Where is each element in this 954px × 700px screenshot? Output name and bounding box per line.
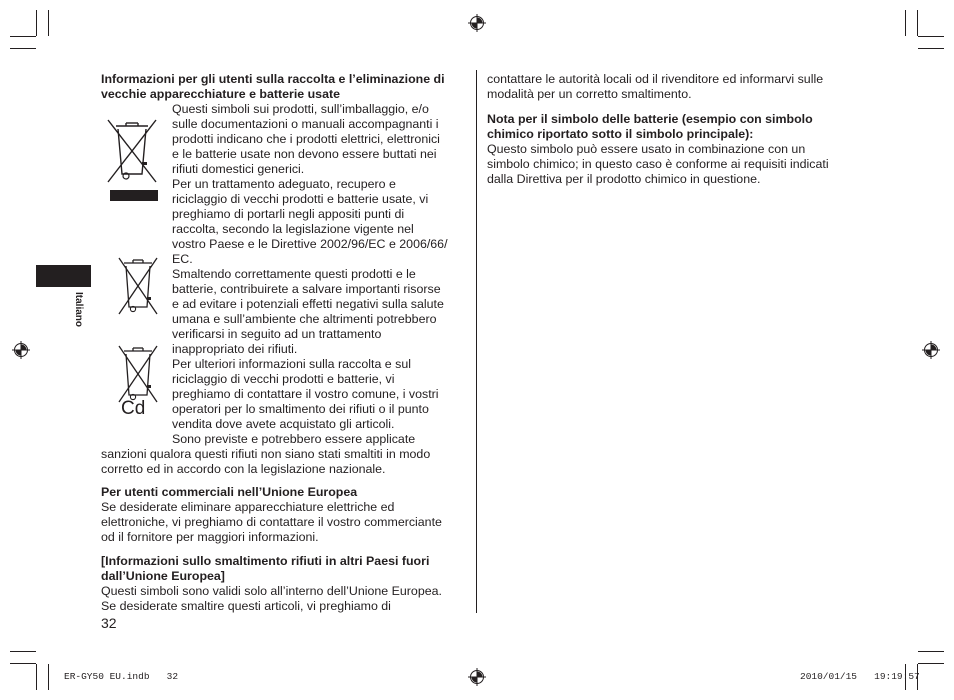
text-line: riciclaggio di vecchi prodotti e batterie, vi [172,372,395,386]
text-line: Questi simboli sono validi solo all’interno dell’Unione Europea. [101,584,442,598]
text-line: simbolo chimico; in questo caso è conforme ai requisiti indicati [487,157,829,171]
text-line: sanzioni qualora questi rifiuti non siano stati smaltiti in modo [101,447,431,461]
column-divider [476,70,477,613]
text-line: EC. [172,252,193,266]
crop-mark [48,10,49,36]
text-line: umana e sull’ambiente che altrimenti potrebbero [172,312,437,326]
section-heading-battery-note: chimico riportato sotto il simbolo principale): [487,127,754,141]
paragraph-treatment [172,177,472,267]
text-line: corretto ed in accordo con la legislazione nazionale. [101,462,386,476]
text-line: raccolta, secondo la legislazione vigente nel [172,222,414,236]
section-business-users [101,485,473,545]
registration-mark-icon [468,14,486,32]
text-line: preghiamo di portarli negli appositi punti di [172,207,405,221]
registration-mark-icon [922,341,940,359]
registration-mark-icon [12,341,30,359]
text-line: Se desiderate eliminare apparecchiature elettriche ed [101,500,395,514]
text-line: e le batterie usate non devono essere buttati nei [172,147,437,161]
footer-file-slug: ER-GY50 EU.indb 32 [64,671,179,682]
text-line: rifiuti domestici generici. [172,162,305,176]
crop-mark [905,10,906,36]
paragraph-further-info [172,357,472,447]
text-line: sulle documentazioni o manuali accompagnanti i [172,117,439,131]
text-line: elettroniche, vi preghiamo di contattare il vostro commerciante [101,515,442,529]
crop-mark [917,10,918,36]
text-line: batterie, contribuirete a salvare importanti risorse [172,282,441,296]
crop-mark [36,664,37,690]
continuation-paragraph [487,72,867,102]
text-line: modalità per un corretto smaltimento. [487,87,692,101]
crossed-out-bin-battery-icon [116,255,160,317]
paragraph-sanctions [101,447,473,477]
section-heading-business: Per utenti commerciali nell’Unione Europea [101,485,358,499]
text-line: Per un trattamento adeguato, recupero e [172,177,396,191]
paragraph-symbols-meaning [172,102,472,177]
page-number: 32 [101,615,117,631]
text-line: inappropriato dei rifiuti. [172,342,298,356]
section-non-eu [101,554,473,614]
text-line: verificarsi in seguito ad un trattamento [172,327,382,341]
text-line: operatori per lo smaltimento dei rifiuti o il punto [172,402,429,416]
text-line: prodotti indicano che i prodotti elettrici, elettronici [172,132,440,146]
text-line: e ad evitare i potenziali effetti negativi sulla salute [172,297,444,311]
text-line: vostro Paese e le Direttive 2002/96/EC e 2006/66/ [172,237,448,251]
section-heading-non-eu: [Informazioni sullo smaltimento rifiuti in altri Paesi fuori [101,554,430,568]
crop-mark [918,48,944,49]
registration-mark-icon [468,668,486,686]
text-line: Sono previste e potrebbero essere applicate [172,432,416,446]
crop-mark [10,48,36,49]
text-line: Per ulteriori informazioni sulla raccolta e sul [172,357,411,371]
section-heading-disposal: Informazioni per gli utenti sulla raccolta e l’eliminazione di vecchie apparecchiature e batterie usate [101,72,445,101]
crossed-out-bin-cd-icon [116,343,160,405]
language-tab [36,265,91,287]
text-line: riciclaggio di vecchi prodotti e batterie usate, vi [172,192,429,206]
section-heading-non-eu: dall’Unione Europea] [101,569,225,583]
text-line: Questo simbolo può essere usato in combinazione con un [487,142,806,156]
crossed-out-bin-icon [104,116,160,202]
text-line: contattare le autorità locali od il rivenditore ed informarvi sulle [487,72,824,86]
chemical-symbol-label: Cd [121,398,146,419]
crop-mark [918,36,944,37]
text-line: vendita dove avete acquistato gli articoli. [172,417,395,431]
section-heading-battery-note: Nota per il simbolo delle batterie (esempio con simbolo [487,112,813,126]
text-line: Questi simboli sui prodotti, sull’imballaggio, e/o [172,102,429,116]
text-line: Se desiderate smaltire questi articoli, vi preghiamo di [101,599,391,613]
text-line: Smaltendo correttamente questi prodotti e le [172,267,416,281]
crop-mark [36,10,37,36]
text-line: preghiamo di contattare il vostro comune, i vostri [172,387,439,401]
footer-timestamp: 2010/01/15 19:19:57 [800,671,920,682]
text-line: od il fornitore per maggiori informazioni. [101,530,319,544]
crop-mark [918,663,944,664]
crop-mark [10,36,36,37]
section-battery-symbol-note [487,112,867,187]
crop-mark [10,651,36,652]
text-line: dalla Direttiva per il prodotto chimico in questione. [487,172,761,186]
crop-mark [918,651,944,652]
language-tab-label: Italiano [73,292,84,328]
crop-mark [10,663,36,664]
crop-mark [48,664,49,690]
paragraph-correct-disposal [172,267,472,357]
